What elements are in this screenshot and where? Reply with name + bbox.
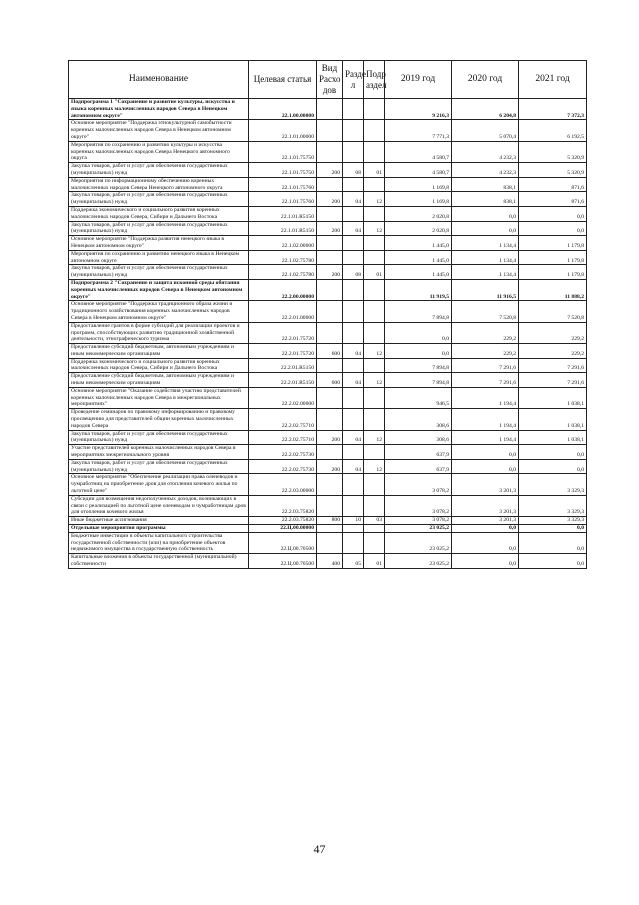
row-section bbox=[343, 532, 364, 553]
row-value-2019: 7 894,8 bbox=[385, 373, 452, 388]
table-header-row bbox=[69, 61, 587, 99]
row-value-2020: 3 201,3 bbox=[452, 495, 519, 516]
row-subsection bbox=[364, 279, 385, 300]
row-name: Участие представителей коренных малочисленных народов Севера в мероприятиях межрегионального уровня bbox=[69, 445, 249, 460]
row-value-2019: 11 919,5 bbox=[385, 279, 452, 300]
row-value-2021: 229,2 bbox=[519, 322, 587, 343]
row-name: Капитальные вложения в объекты государственной (муниципальной) собственности bbox=[69, 554, 249, 569]
row-value-2019: 1 445,0 bbox=[385, 236, 452, 251]
row-expense-type: 600 bbox=[317, 373, 343, 388]
row-value-2020: 1 134,4 bbox=[452, 250, 519, 265]
row-value-2020: 0,0 bbox=[452, 532, 519, 553]
row-section: 04 bbox=[343, 373, 364, 388]
table-row bbox=[69, 236, 587, 251]
row-name: Бюджетные инвестиции в объекты капитального строительства государственной собственности (или) на приобретение объектов недвижимого имущества в государственную собственность bbox=[69, 532, 249, 553]
table-row bbox=[69, 344, 587, 359]
row-name: Мероприятия по сохранению и развитию культуры и искусства коренных малочисленных народов Севера Ненецкого автономного округа bbox=[69, 141, 249, 162]
row-subsection bbox=[364, 358, 385, 373]
row-value-2020: 3 201,3 bbox=[452, 474, 519, 495]
row-section bbox=[343, 301, 364, 322]
row-value-2021: 7 372,3 bbox=[519, 99, 587, 120]
row-subsection: 12 bbox=[364, 221, 385, 236]
row-value-2021: 0,0 bbox=[519, 445, 587, 460]
table-row bbox=[69, 430, 587, 445]
row-value-2021: 5 320,9 bbox=[519, 163, 587, 178]
row-value-2019: 308,6 bbox=[385, 409, 452, 430]
row-value-2020: 1 134,4 bbox=[452, 265, 519, 280]
table-row bbox=[69, 409, 587, 430]
row-target-article: 22.1.01.R5150 bbox=[249, 221, 317, 236]
row-section bbox=[343, 409, 364, 430]
row-value-2021: 3 329,3 bbox=[519, 517, 587, 525]
header-target-article: Целевая статья bbox=[249, 61, 317, 99]
row-section bbox=[343, 387, 364, 408]
row-target-article: 22.2.03.75820 bbox=[249, 517, 317, 525]
row-value-2020: 4 232,3 bbox=[452, 141, 519, 162]
row-subsection bbox=[364, 177, 385, 192]
row-value-2019: 23 025,2 bbox=[385, 525, 452, 533]
row-target-article: 22.2.02.00000 bbox=[249, 387, 317, 408]
row-value-2021: 1 038,1 bbox=[519, 430, 587, 445]
header-name: Наименование bbox=[69, 61, 249, 99]
table-row bbox=[69, 265, 587, 280]
row-target-article: 22.2.02.75710 bbox=[249, 430, 317, 445]
row-value-2020: 7 291,6 bbox=[452, 373, 519, 388]
row-value-2021: 7 291,6 bbox=[519, 373, 587, 388]
row-value-2019: 308,6 bbox=[385, 430, 452, 445]
row-expense-type: 200 bbox=[317, 192, 343, 207]
row-value-2021: 229,2 bbox=[519, 344, 587, 359]
row-name: Поддержка экономического и социального развития коренных малочисленных народов Севера, Сибири и Дальнего Востока bbox=[69, 206, 249, 221]
table-row bbox=[69, 525, 587, 533]
row-target-article: 22.2.01.00000 bbox=[249, 301, 317, 322]
row-subsection bbox=[364, 206, 385, 221]
row-section bbox=[343, 279, 364, 300]
row-name: Предоставление субсидий бюджетным, автономным учреждениям и иным некоммерческим организациям bbox=[69, 373, 249, 388]
row-value-2019: 637,9 bbox=[385, 445, 452, 460]
row-expense-type bbox=[317, 177, 343, 192]
row-target-article: 22.1.02.75780 bbox=[249, 265, 317, 280]
row-name: Иные бюджетные ассигнования bbox=[69, 517, 249, 525]
row-value-2019: 4 580,7 bbox=[385, 141, 452, 162]
table-row bbox=[69, 495, 587, 516]
row-value-2021: 871,6 bbox=[519, 192, 587, 207]
row-value-2019: 3 078,2 bbox=[385, 517, 452, 525]
table-row bbox=[69, 554, 587, 569]
row-expense-type bbox=[317, 532, 343, 553]
row-value-2021: 3 329,3 bbox=[519, 474, 587, 495]
table-row bbox=[69, 177, 587, 192]
row-expense-type bbox=[317, 206, 343, 221]
row-value-2020: 838,1 bbox=[452, 192, 519, 207]
row-value-2019: 9 216,3 bbox=[385, 99, 452, 120]
row-name: Основное мероприятие "Поддержка этнокультурной самобытности коренных малочисленных народов Севера в Ненецком автономном округе" bbox=[69, 120, 249, 141]
row-subsection: 03 bbox=[364, 517, 385, 525]
row-target-article: 22.2.01.R5150 bbox=[249, 358, 317, 373]
row-section: 04 bbox=[343, 344, 364, 359]
row-value-2019: 1 169,8 bbox=[385, 177, 452, 192]
row-value-2019: 946,5 bbox=[385, 387, 452, 408]
table-row bbox=[69, 279, 587, 300]
row-section bbox=[343, 250, 364, 265]
row-name: Закупка товаров, работ и услуг для обеспечения государственных (муниципальных) нужд bbox=[69, 163, 249, 178]
row-expense-type: 200 bbox=[317, 163, 343, 178]
row-value-2019: 7 771,3 bbox=[385, 120, 452, 141]
table-row bbox=[69, 373, 587, 388]
row-value-2020: 11 916,5 bbox=[452, 279, 519, 300]
row-value-2021: 1 179,8 bbox=[519, 236, 587, 251]
row-name: Основное мероприятие "Поддержка традиционного образа жизни и традиционного хозяйствования коренных малочисленных народов Севера в Ненецком автономном округе" bbox=[69, 301, 249, 322]
row-target-article: 22.1.01.75760 bbox=[249, 177, 317, 192]
row-target-article: 22.1.01.75750 bbox=[249, 163, 317, 178]
table-row bbox=[69, 301, 587, 322]
row-expense-type bbox=[317, 474, 343, 495]
row-name: Закупка товаров, работ и услуг для обеспечения государственных (муниципальных) нужд bbox=[69, 192, 249, 207]
row-name: Закупка товаров, работ и услуг для обеспечения государственных (муниципальных) нужд bbox=[69, 221, 249, 236]
row-target-article: 22.2.02.75730 bbox=[249, 445, 317, 460]
row-subsection: 01 bbox=[364, 554, 385, 569]
row-section: 08 bbox=[343, 163, 364, 178]
row-expense-type bbox=[317, 387, 343, 408]
row-section: 08 bbox=[343, 265, 364, 280]
row-expense-type bbox=[317, 322, 343, 343]
table-row bbox=[69, 532, 587, 553]
row-value-2019: 1 169,8 bbox=[385, 192, 452, 207]
row-value-2020: 0,0 bbox=[452, 525, 519, 533]
header-subsection: Подр аздел bbox=[364, 61, 385, 99]
row-subsection bbox=[364, 445, 385, 460]
row-subsection bbox=[364, 120, 385, 141]
page-number: 47 bbox=[313, 842, 326, 856]
row-value-2021: 1 038,1 bbox=[519, 409, 587, 430]
row-target-article: 22.2.00.00000 bbox=[249, 279, 317, 300]
table-body bbox=[69, 99, 587, 569]
row-value-2020: 229,2 bbox=[452, 322, 519, 343]
row-section bbox=[343, 474, 364, 495]
row-section: 04 bbox=[343, 430, 364, 445]
row-value-2019: 23 025,2 bbox=[385, 554, 452, 569]
table-row bbox=[69, 163, 587, 178]
row-value-2021: 0,0 bbox=[519, 554, 587, 569]
row-subsection bbox=[364, 532, 385, 553]
row-subsection bbox=[364, 387, 385, 408]
row-value-2020: 0,0 bbox=[452, 459, 519, 474]
row-target-article: 22.1.00.00000 bbox=[249, 99, 317, 120]
row-subsection bbox=[364, 99, 385, 120]
header-section: Разде л bbox=[343, 61, 364, 99]
budget-table bbox=[68, 60, 587, 569]
row-subsection bbox=[364, 301, 385, 322]
row-value-2020: 6 204,8 bbox=[452, 99, 519, 120]
row-target-article: 22.1.01.75750 bbox=[249, 141, 317, 162]
row-section bbox=[343, 525, 364, 533]
row-subsection: 12 bbox=[364, 459, 385, 474]
row-name: Подпрограмма 1 "Сохранение и развитие культуры, искусства и языка коренных малочисленных народов Севера в Ненецком автономном округе" bbox=[69, 99, 249, 120]
row-name: Основное мероприятие "Оказание содействия участию представителей коренных малочисленных народов Севера в межрегиональных мероприятиях" bbox=[69, 387, 249, 408]
row-value-2019: 0,0 bbox=[385, 344, 452, 359]
row-expense-type: 400 bbox=[317, 554, 343, 569]
row-expense-type bbox=[317, 495, 343, 516]
row-value-2019: 1 445,0 bbox=[385, 265, 452, 280]
row-value-2019: 7 894,8 bbox=[385, 301, 452, 322]
row-target-article: 22.2.02.75730 bbox=[249, 459, 317, 474]
row-value-2020: 1 194,4 bbox=[452, 409, 519, 430]
row-target-article: 22.2.01.75720 bbox=[249, 344, 317, 359]
row-target-article: 22.2.03.75820 bbox=[249, 495, 317, 516]
row-value-2020: 1 134,4 bbox=[452, 236, 519, 251]
row-expense-type bbox=[317, 301, 343, 322]
row-value-2020: 3 201,3 bbox=[452, 517, 519, 525]
row-expense-type bbox=[317, 279, 343, 300]
row-expense-type: 800 bbox=[317, 517, 343, 525]
row-subsection bbox=[364, 141, 385, 162]
row-expense-type: 200 bbox=[317, 221, 343, 236]
row-value-2021: 1 179,8 bbox=[519, 265, 587, 280]
row-target-article: 22.1.02.00000 bbox=[249, 236, 317, 251]
table-row bbox=[69, 206, 587, 221]
row-expense-type: 200 bbox=[317, 430, 343, 445]
row-target-article: 22.Ц.00.70500 bbox=[249, 554, 317, 569]
row-section bbox=[343, 236, 364, 251]
row-subsection bbox=[364, 322, 385, 343]
row-expense-type bbox=[317, 120, 343, 141]
row-value-2020: 0,0 bbox=[452, 206, 519, 221]
table-row bbox=[69, 99, 587, 120]
row-expense-type bbox=[317, 141, 343, 162]
row-target-article: 22.1.02.75780 bbox=[249, 250, 317, 265]
row-section: 04 bbox=[343, 459, 364, 474]
row-value-2021: 0,0 bbox=[519, 459, 587, 474]
row-value-2019: 4 580,7 bbox=[385, 163, 452, 178]
row-section bbox=[343, 206, 364, 221]
row-value-2021: 1 179,8 bbox=[519, 250, 587, 265]
row-value-2020: 0,0 bbox=[452, 554, 519, 569]
row-target-article: 22.2.01.75720 bbox=[249, 322, 317, 343]
row-value-2019: 3 078,2 bbox=[385, 495, 452, 516]
row-section bbox=[343, 141, 364, 162]
row-value-2021: 1 038,1 bbox=[519, 387, 587, 408]
row-section bbox=[343, 99, 364, 120]
row-value-2021: 5 320,9 bbox=[519, 141, 587, 162]
row-name: Основное мероприятие "Обеспечение реализации права оленеводов и чумработниц на приобретение дров для отопления кочевого жилья по льготной цене" bbox=[69, 474, 249, 495]
row-target-article: 22.Ц.00.70500 bbox=[249, 532, 317, 553]
row-subsection: 12 bbox=[364, 430, 385, 445]
row-value-2020: 1 194,4 bbox=[452, 387, 519, 408]
row-value-2020: 5 070,4 bbox=[452, 120, 519, 141]
table-row bbox=[69, 445, 587, 460]
table-row bbox=[69, 459, 587, 474]
row-target-article: 22.2.03.00000 bbox=[249, 474, 317, 495]
row-name: Основное мероприятие "Поддержка развития ненецкого языка в Ненецком автономном округе" bbox=[69, 236, 249, 251]
row-value-2020: 229,2 bbox=[452, 344, 519, 359]
row-section: 05 bbox=[343, 554, 364, 569]
header-2021: 2021 год bbox=[519, 61, 587, 99]
row-value-2020: 838,1 bbox=[452, 177, 519, 192]
row-value-2019: 2 020,8 bbox=[385, 221, 452, 236]
row-expense-type: 600 bbox=[317, 344, 343, 359]
row-expense-type bbox=[317, 99, 343, 120]
row-value-2021: 7 520,8 bbox=[519, 301, 587, 322]
row-name: Предоставление субсидий бюджетным, автономным учреждениям и иным некоммерческим организациям bbox=[69, 344, 249, 359]
table-row bbox=[69, 250, 587, 265]
row-subsection: 01 bbox=[364, 265, 385, 280]
row-name: Субсидии для возмещения недополученных доходов, возникающих в связи с реализацией по льготной цене оленеводам и чумработницам дров для отопления кочевого жилья bbox=[69, 495, 249, 516]
row-name: Отдельные мероприятия программы bbox=[69, 525, 249, 533]
row-value-2021: 0,0 bbox=[519, 532, 587, 553]
row-value-2020: 0,0 bbox=[452, 221, 519, 236]
row-value-2020: 0,0 bbox=[452, 445, 519, 460]
row-value-2021: 6 192,5 bbox=[519, 120, 587, 141]
header-expense-type: Вид Расхо дов bbox=[317, 61, 343, 99]
row-value-2021: 0,0 bbox=[519, 221, 587, 236]
row-expense-type bbox=[317, 236, 343, 251]
row-section: 04 bbox=[343, 192, 364, 207]
row-value-2020: 4 232,3 bbox=[452, 163, 519, 178]
row-name: Закупка товаров, работ и услуг для обеспечения государственных (муниципальных) нужд bbox=[69, 265, 249, 280]
table-row bbox=[69, 517, 587, 525]
row-expense-type bbox=[317, 525, 343, 533]
row-value-2019: 1 445,0 bbox=[385, 250, 452, 265]
table-row bbox=[69, 358, 587, 373]
row-value-2021: 0,0 bbox=[519, 206, 587, 221]
row-name: Предоставление грантов в форме субсидий для реализации проектов и программ, способствующих развитию традиционной хозяйственной деятельности, этнографического туризма bbox=[69, 322, 249, 343]
row-subsection: 01 bbox=[364, 163, 385, 178]
row-name: Мероприятия по информационному обеспечению коренных малочисленных народов Севера Ненецкого автономного округа bbox=[69, 177, 249, 192]
row-value-2021: 7 291,6 bbox=[519, 358, 587, 373]
row-subsection bbox=[364, 409, 385, 430]
row-value-2019: 23 025,2 bbox=[385, 532, 452, 553]
row-target-article: 22.2.01.R5150 bbox=[249, 373, 317, 388]
row-section: 10 bbox=[343, 517, 364, 525]
row-value-2019: 2 020,8 bbox=[385, 206, 452, 221]
row-value-2021: 11 888,2 bbox=[519, 279, 587, 300]
row-name: Закупка товаров, работ и услуг для обеспечения государственных (муниципальных) нужд bbox=[69, 459, 249, 474]
row-section bbox=[343, 120, 364, 141]
row-expense-type bbox=[317, 409, 343, 430]
row-subsection bbox=[364, 250, 385, 265]
table-row bbox=[69, 120, 587, 141]
row-expense-type bbox=[317, 445, 343, 460]
row-name: Мероприятия по сохранению и развитию ненецкого языка в Ненецком автономном округе bbox=[69, 250, 249, 265]
table-row bbox=[69, 474, 587, 495]
row-value-2020: 7 520,8 bbox=[452, 301, 519, 322]
row-value-2020: 1 194,4 bbox=[452, 430, 519, 445]
row-target-article: 22.1.01.00000 bbox=[249, 120, 317, 141]
table-row bbox=[69, 192, 587, 207]
table-row bbox=[69, 141, 587, 162]
header-2019: 2019 год bbox=[385, 61, 452, 99]
row-name: Закупка товаров, работ и услуг для обеспечения государственных (муниципальных) нужд bbox=[69, 430, 249, 445]
row-value-2020: 7 291,6 bbox=[452, 358, 519, 373]
table-row bbox=[69, 221, 587, 236]
row-section bbox=[343, 495, 364, 516]
row-target-article: 22.1.01.75760 bbox=[249, 192, 317, 207]
row-subsection bbox=[364, 236, 385, 251]
row-subsection bbox=[364, 474, 385, 495]
row-expense-type bbox=[317, 358, 343, 373]
row-value-2021: 871,6 bbox=[519, 177, 587, 192]
row-section bbox=[343, 358, 364, 373]
row-value-2019: 0,0 bbox=[385, 322, 452, 343]
row-name: Проведение семинаров по правовому информированию и правовому просвещению для представителей общин коренных малочисленных народов Севера bbox=[69, 409, 249, 430]
row-section: 04 bbox=[343, 221, 364, 236]
row-value-2019: 3 078,2 bbox=[385, 474, 452, 495]
row-section bbox=[343, 177, 364, 192]
row-expense-type: 200 bbox=[317, 459, 343, 474]
row-section bbox=[343, 322, 364, 343]
row-subsection bbox=[364, 525, 385, 533]
row-value-2021: 3 329,3 bbox=[519, 495, 587, 516]
row-section bbox=[343, 445, 364, 460]
row-expense-type: 200 bbox=[317, 265, 343, 280]
header-2020: 2020 год bbox=[452, 61, 519, 99]
table-row bbox=[69, 387, 587, 408]
row-value-2019: 637,9 bbox=[385, 459, 452, 474]
row-name: Поддержка экономического и социального развития коренных малочисленных народов Севера, Сибири и Дальнего Востока bbox=[69, 358, 249, 373]
row-value-2021: 0,0 bbox=[519, 525, 587, 533]
table-row bbox=[69, 322, 587, 343]
row-expense-type bbox=[317, 250, 343, 265]
row-value-2019: 7 894,8 bbox=[385, 358, 452, 373]
row-name: Подпрограмма 2 "Сохранение и защита исконной среды обитания коренных малочисленных народов Севера в Ненецком автономном округе" bbox=[69, 279, 249, 300]
row-subsection: 12 bbox=[364, 344, 385, 359]
row-target-article: 22.1.01.R5150 bbox=[249, 206, 317, 221]
row-target-article: 22.2.02.75710 bbox=[249, 409, 317, 430]
row-subsection: 12 bbox=[364, 192, 385, 207]
row-target-article: 22.Ц.00.00000 bbox=[249, 525, 317, 533]
row-subsection bbox=[364, 495, 385, 516]
row-subsection: 12 bbox=[364, 373, 385, 388]
